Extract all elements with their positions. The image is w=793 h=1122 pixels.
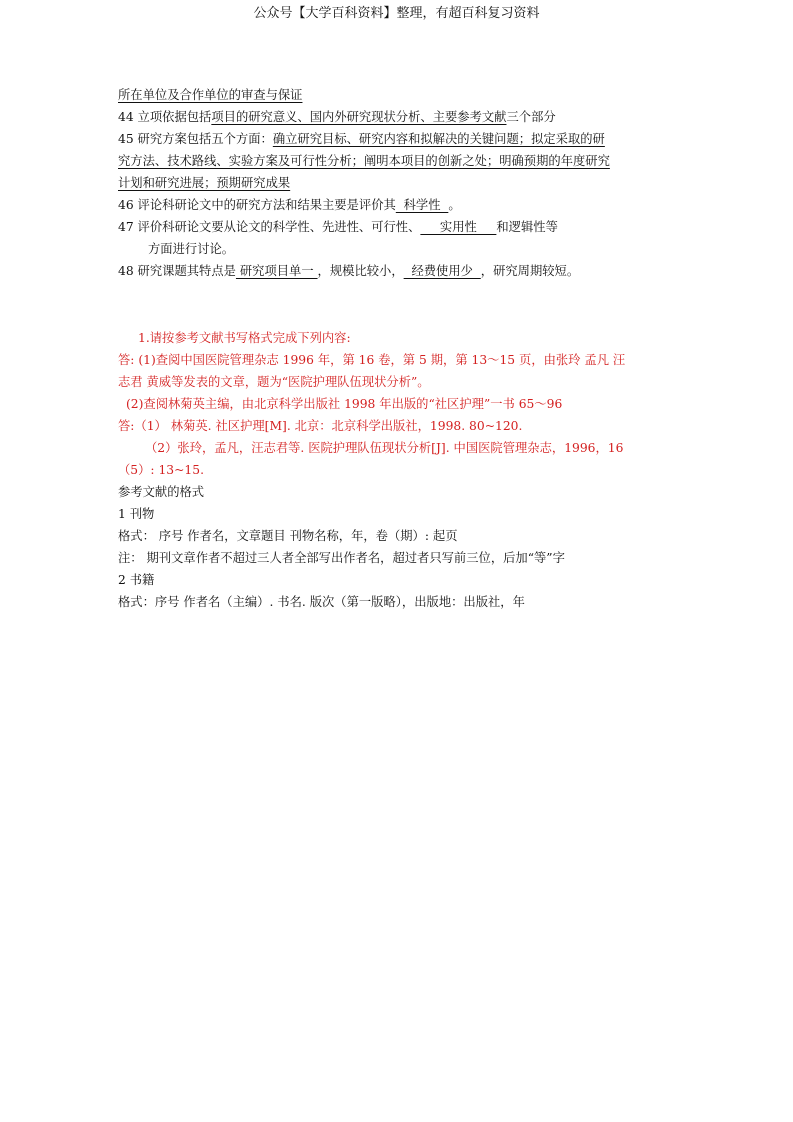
question-45 <box>118 128 680 150</box>
question-48 <box>118 260 680 282</box>
underlined-answer: 究方法、技术路线、实验方案及可行性分析；阐明本项目的创新之处；明确预期的年度研究 <box>118 154 610 168</box>
subsection-heading: 2 书籍 <box>118 573 155 587</box>
underlined-answer: 所在单位及合作单位的审查与保证 <box>118 88 303 102</box>
note-line: 注： 期刊文章作者不超过三人者全部写出作者名，超过者只写前三位，后加“等”字 <box>118 551 565 565</box>
question-text: 47 评价科研论文要从论文的科学性、先进性、可行性、 <box>118 220 421 234</box>
question-text: 。 <box>448 198 461 212</box>
underlined-answer: 研究项目单一 <box>235 264 318 278</box>
page-header: 公众号【大学百科资料】整理，有超百科复习资料 <box>253 6 540 21</box>
underlined-answer: 计划和研究进展；预期研究成果 <box>118 176 291 190</box>
question-text: 45 研究方案包括五个方面： <box>118 132 273 146</box>
underlined-answer: 科学性 <box>395 198 449 212</box>
answer-line: 答:（1） 林菊英. 社区护理[M]. 北京：北京科学出版社，1998. 80~120. <box>118 419 523 433</box>
question-45-cont <box>118 150 680 172</box>
question-46 <box>118 194 680 216</box>
question-44 <box>118 106 680 128</box>
answer-line: （2）张玲，孟凡，汪志君等. 医院护理队伍现状分析[J]. 中国医院管理杂志，1996，16 <box>145 441 624 455</box>
answer-line: 答: (1)查阅中国医院管理杂志 1996 年，第 16 卷，第 5 期，第 13～15 页，由张玲 孟凡 汪 <box>118 353 626 367</box>
question-text: 46 评论科研论文中的研究方法和结果主要是评价其 <box>118 198 396 212</box>
subsection-heading: 1 刊物 <box>118 507 155 521</box>
question-text: 44 立项依据包括 <box>118 110 212 124</box>
spacer <box>118 282 680 327</box>
underlined-answer: 确立研究目标、研究内容和拟解决的关键问题；拟定采取的研 <box>272 132 605 146</box>
question-47-cont: 方面进行讨论。 <box>148 242 235 256</box>
section-heading: 参考文献的格式 <box>118 485 205 499</box>
underlined-answer: 项目的研究意义、国内外研究现状分析、主要参考文献 <box>211 110 507 124</box>
question-text: 和逻辑性等 <box>496 220 558 234</box>
exercise-prompt: (2)查阅林菊英主编，由北京科学出版社 1998 年出版的“社区护理”一书 65～96 <box>126 397 563 411</box>
question-text: ，规模比较小， <box>317 264 404 278</box>
question-45-cont <box>118 172 680 194</box>
format-line: 格式：序号 作者名（主编）. 书名. 版次（第一版略），出版地：出版社，年 <box>118 595 525 609</box>
document-body <box>118 84 680 613</box>
format-line: 格式： 序号 作者名，文章题目 刊物名称，年，卷（期）: 起页 <box>118 529 458 543</box>
answer-line: （5）: 13~15. <box>118 463 204 477</box>
exercise-prompt: 1.请按参考文献书写格式完成下列内容: <box>138 331 351 345</box>
question-text: 三个部分 <box>506 110 556 124</box>
text-line <box>118 84 680 106</box>
answer-line: 志君 黄威等发表的文章，题为“医院护理队伍现状分析”。 <box>118 375 430 389</box>
question-47 <box>118 216 680 238</box>
underlined-answer: 经费使用少 <box>403 264 481 278</box>
underlined-answer: 实用性 <box>420 220 497 234</box>
question-text: 48 研究课题其特点是 <box>118 264 236 278</box>
question-text: ，研究周期较短。 <box>480 264 580 278</box>
